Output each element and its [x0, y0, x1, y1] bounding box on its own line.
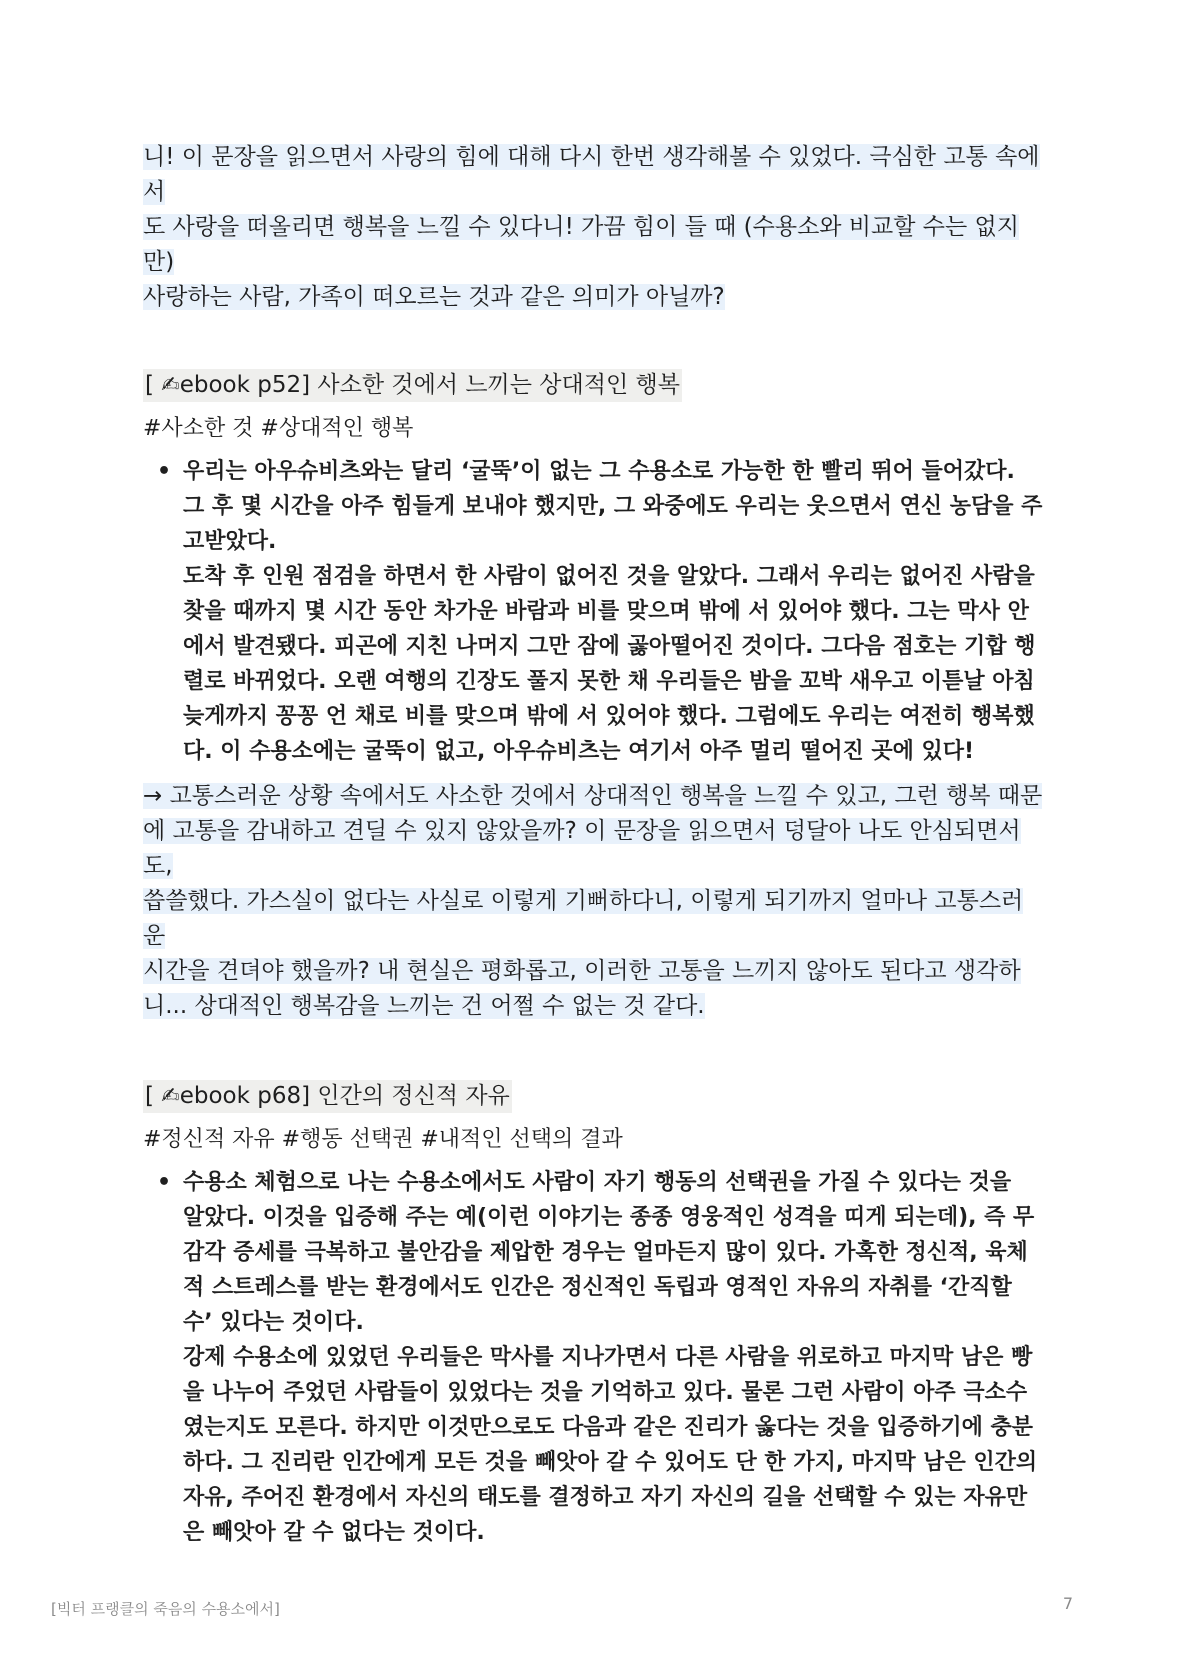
bullet-icon: •: [157, 1170, 172, 1195]
quote-line: 적 스트레스를 받는 환경에서도 인간은 정신적인 독립과 영적인 자유의 자취를 ‘간직할: [183, 1275, 1012, 1300]
quote-line: 하다. 그 진리란 인간에게 모든 것을 빼앗아 갈 수 있어도 단 한 가지, 마지막 남은 인간의: [183, 1450, 1038, 1475]
footer-book-title: [빅터 프랭클의 죽음의 수용소에서]: [51, 1600, 280, 1618]
quote-list: [143, 454, 1043, 769]
writing-hand-icon: ✍: [161, 373, 180, 398]
page-number: 7: [1062, 1594, 1073, 1613]
quote-line: 은 빼앗아 갈 수 없다는 것이다.: [183, 1520, 485, 1545]
heading-text: ebook p52] 사소한 것에서 느끼는 상대적인 행복: [179, 372, 680, 398]
quote-line: 늦게까지 꽁꽁 언 채로 비를 맞으며 밖에 서 있어야 했다. 그럼에도 우리는 여전히 행복했: [183, 704, 1035, 729]
quote-line: 을 나누어 주었던 사람들이 있었다는 것을 기억하고 있다. 물론 그런 사람이 아주 극소수: [183, 1380, 1028, 1405]
writing-hand-icon: ✍: [161, 1084, 180, 1109]
section-heading: [143, 369, 682, 402]
intro-paragraph: [143, 140, 1043, 315]
reflection-line: → 고통스러운 상황 속에서도 사소한 것에서 상대적인 행복을 느낄 수 있고, 그런 행복 때문: [143, 783, 1043, 809]
quote-list: [143, 1165, 1043, 1550]
quote-line: 자유, 주어진 환경에서 자신의 태도를 결정하고 자기 자신의 길을 선택할 수 있는 자유만: [183, 1485, 1028, 1510]
quote-line: 수’ 있다는 것이다.: [183, 1310, 364, 1335]
quote-line: 알았다. 이것을 입증해 주는 예(이런 이야기는 종종 영웅적인 성격을 띠게 되는데), 즉 무: [183, 1205, 1035, 1230]
intro-line: 사랑하는 사람, 가족이 떠오르는 것과 같은 의미가 아닐까?: [143, 284, 725, 310]
quote-line: 였는지도 모른다. 하지만 이것만으로도 다음과 같은 진리가 옳다는 것을 입증하기에 충분: [183, 1415, 1034, 1440]
section-tags: #정신적 자유 #행동 선택권 #내적인 선택의 결과: [143, 1127, 623, 1152]
heading-bracket: [: [145, 372, 162, 398]
intro-line: 도 사랑을 떠올리면 행복을 느낄 수 있다니! 가끔 힘이 들 때 (수용소와 비교할 수는 없지만): [143, 214, 1019, 275]
quote-line: 고받았다.: [183, 529, 277, 554]
intro-line: 니! 이 문장을 읽으면서 사랑의 힘에 대해 다시 한번 생각해볼 수 있었다. 극심한 고통 속에서: [143, 144, 1040, 205]
section-p52: [143, 369, 1043, 1024]
heading-text: ebook p68] 인간의 정신적 자유: [179, 1083, 510, 1109]
quote-line: 강제 수용소에 있었던 우리들은 막사를 지나가면서 다른 사람을 위로하고 마지막 남은 빵: [183, 1345, 1033, 1370]
quote-line: 찾을 때까지 몇 시간 동안 차가운 바람과 비를 맞으며 밖에 서 있어야 했다. 그는 막사 안: [183, 599, 1029, 624]
document-body: [143, 140, 1043, 1550]
quote-item: [157, 454, 1043, 769]
quote-line: 에서 발견됐다. 피곤에 지친 나머지 그만 잠에 곯아떨어진 것이다. 그다음 점호는 기합 행: [183, 634, 1036, 659]
quote-line: 수용소 체험으로 나는 수용소에서도 사람이 자기 행동의 선택권을 가질 수 있다는 것을: [183, 1170, 1012, 1195]
heading-bracket: [: [145, 1083, 162, 1109]
section-tags: #사소한 것 #상대적인 행복: [143, 416, 414, 441]
quote-line: 그 후 몇 시간을 아주 힘들게 보내야 했지만, 그 와중에도 우리는 웃으면서 연신 농담을 주: [183, 494, 1043, 519]
quote-line: 감각 증세를 극복하고 불안감을 제압한 경우는 얼마든지 많이 있다. 가혹한 정신적, 육체: [183, 1240, 1028, 1265]
reflection-paragraph: [143, 779, 1043, 1024]
quote-line: 도착 후 인원 점검을 하면서 한 사람이 없어진 것을 알았다. 그래서 우리는 없어진 사람을: [183, 564, 1035, 589]
section-heading: [143, 1080, 512, 1113]
bullet-icon: •: [157, 459, 172, 484]
reflection-line: 시간을 견뎌야 했을까? 내 현실은 평화롭고, 이러한 고통을 느끼지 않아도 된다고 생각하: [143, 958, 1021, 984]
quote-line: 렬로 바뀌었다. 오랜 여행의 긴장도 풀지 못한 채 우리들은 밤을 꼬박 새우고 이튿날 아침: [183, 669, 1035, 694]
quote-line: 다. 이 수용소에는 굴뚝이 없고, 아우슈비츠는 여기서 아주 멀리 떨어진 곳에 있다!: [183, 739, 975, 764]
reflection-line: 에 고통을 감내하고 견딜 수 있지 않았을까? 이 문장을 읽으면서 덩달아 나도 안심되면서도,: [143, 818, 1021, 879]
reflection-line: 씁쓸했다. 가스실이 없다는 사실로 이렇게 기뻐하다니, 이렇게 되기까지 얼마나 고통스러운: [143, 888, 1024, 949]
quote-item: [157, 1165, 1043, 1550]
section-p68: [143, 1080, 1043, 1550]
quote-line: 우리는 아우슈비츠와는 달리 ‘굴뚝’이 없는 그 수용소로 가능한 한 빨리 뛰어 들어갔다.: [183, 459, 1015, 484]
reflection-line: 니... 상대적인 행복감을 느끼는 건 어쩔 수 없는 것 같다.: [143, 993, 705, 1019]
